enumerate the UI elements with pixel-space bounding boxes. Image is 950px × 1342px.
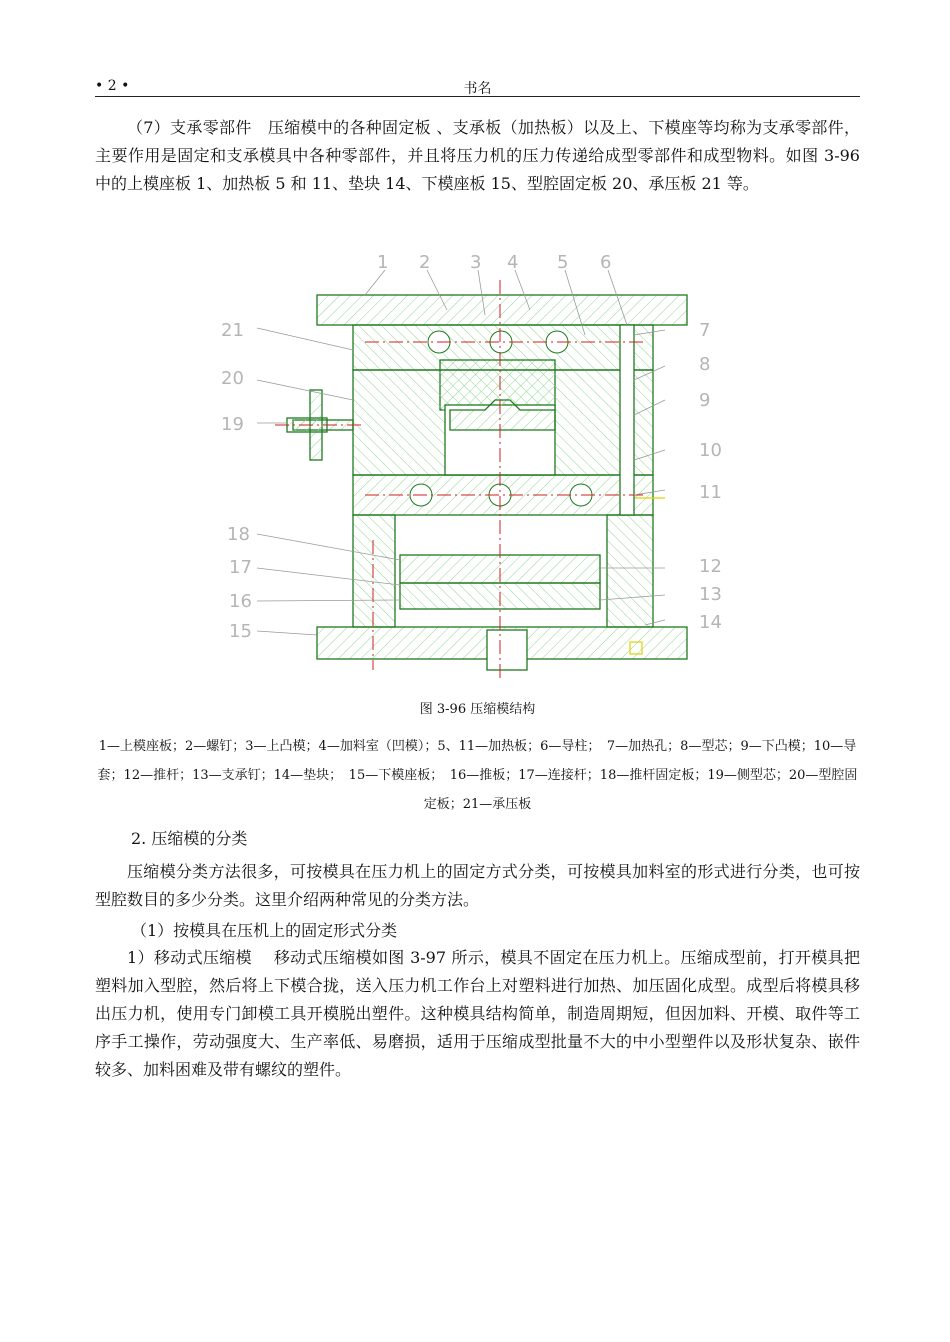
label-19: 19 (221, 414, 244, 435)
top-plate (317, 295, 687, 325)
compression-mold-figure (215, 250, 735, 685)
center-rod (487, 630, 527, 670)
label-16: 16 (229, 591, 252, 612)
mobile-mold-paragraph: 1）移动式压缩模 移动式压缩模如图 3-97 所示，模具不固定在压力机上。压缩成型前，打开模具把塑料加入型腔，然后将上下模合拢，送入压力机工作台上对塑料进行加热、加压固化成型。成型后将模具移出压力机，使用专门卸模工具开模脱出塑件。这种模具结构简单，制造周期短，但因加料、开模、取件等工序手工操作，劳动强度大、生产率低、易磨损，适用于压缩成型批量不大的中小型塑件以及形状复杂、嵌件较多、加料困难及带有螺纹的塑件。 (95, 948, 860, 1079)
label-11: 11 (699, 482, 722, 503)
label-17: 17 (229, 557, 252, 578)
label-20: 20 (221, 368, 244, 389)
label-7: 7 (699, 320, 711, 341)
page-number: • 2 • (95, 78, 130, 94)
section-heading: 2. 压缩模的分类 (131, 829, 248, 848)
label-10: 10 (699, 440, 722, 461)
label-2: 2 (419, 252, 431, 273)
intro-paragraph: （7）支承零部件 压缩模中的各种固定板 、支承板（加热板）以及上、下模座等均称为支承零部件，主要作用是固定和支承模具中各种零部件，并且将压力机的压力传递给成型零部件和成型物料。如图 3-96 中的上模座板 1、加热板 5 和 11、垫块 14、下模座板 15、型腔固定板 20、承压板 21 等。 (95, 118, 860, 193)
page-header (95, 78, 860, 97)
label-4: 4 (507, 252, 519, 273)
right-spacer (607, 515, 653, 627)
label-9: 9 (699, 390, 711, 411)
label-3: 3 (470, 252, 482, 273)
guide-pillar (620, 325, 634, 515)
label-6: 6 (600, 252, 612, 273)
left-spacer (353, 515, 395, 627)
label-12: 12 (699, 556, 722, 577)
label-18: 18 (227, 524, 250, 545)
running-title: 书名 (463, 81, 492, 97)
label-21: 21 (221, 320, 244, 341)
subheading: （1）按模具在压机上的固定形式分类 (131, 921, 398, 940)
label-5: 5 (557, 252, 569, 273)
label-14: 14 (699, 612, 722, 633)
classify-paragraph: 压缩模分类方法很多，可按模具在压力机上的固定方式分类，可按模具加料室的形式进行分类，也可按型腔数目的多少分类。这里介绍两种常见的分类方法。 (95, 862, 860, 909)
label-1: 1 (377, 252, 389, 273)
label-13: 13 (699, 584, 722, 605)
mold-drawing (215, 250, 735, 685)
label-15: 15 (229, 621, 252, 642)
label-8: 8 (699, 354, 711, 375)
figure-legend: 1—上模座板；2—螺钉；3—上凸模；4—加料室（凹模）；5、11—加热板；6—导柱； 7—加热孔；8—型芯；9—下凸模；10—导套；12—推杆；13—支承钉；14—垫块； 15—下模座板； 16—推板；17—连接杆；18—推杆固定板；19—侧型芯；20—型腔固定板；21—承压板 (97, 739, 858, 812)
figure-caption: 图 3-96 压缩模结构 (419, 702, 536, 717)
